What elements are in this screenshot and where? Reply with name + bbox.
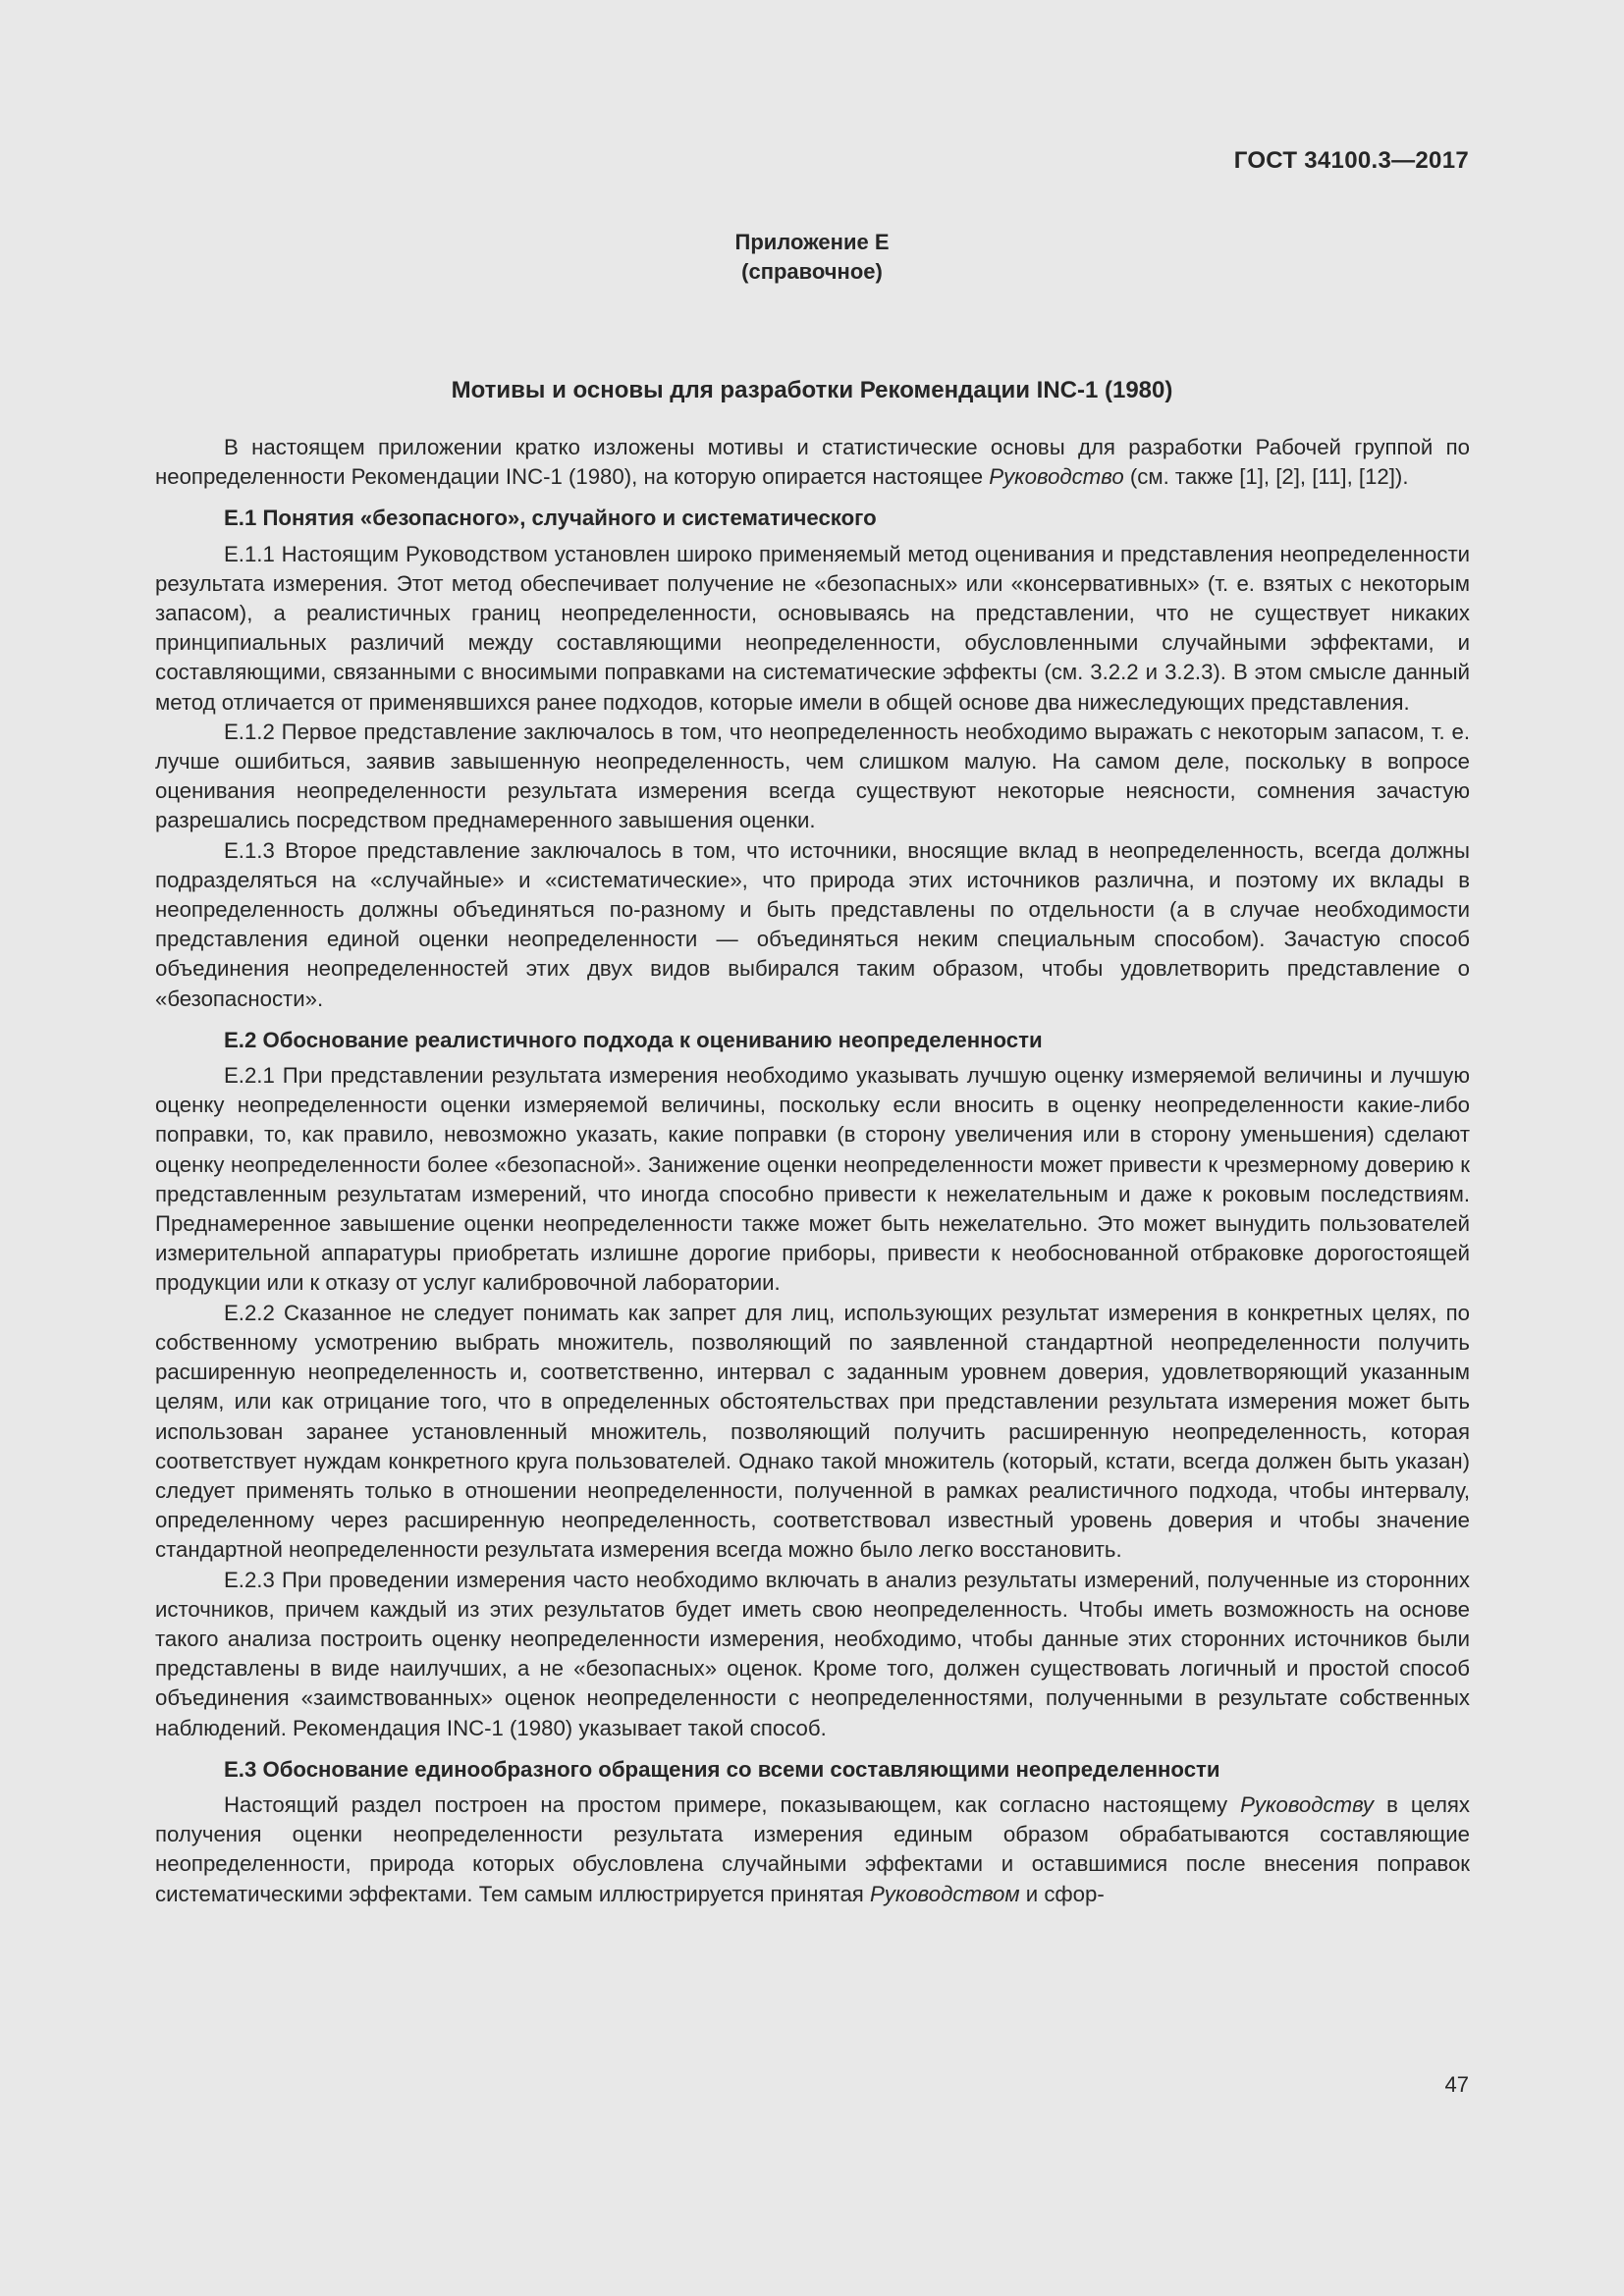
- paragraph-e1-3: Е.1.3 Второе представление заключалось в том, что источники, вносящие вклад в неопределенность, всегда должны подразделяться на «случайные» и «систематические», что природа этих источников различна, и поэтому их вклады в неопределенность должны объединяться по-разному и быть представлены по отдельности (а в случае необходимости представления единой оценки неопределенности — объединяться неким специальным способом). Зачастую способ объединения неопределенностей этих двух видов выбирался таким образом, чтобы удовлетворить представление о «безопасности».: [155, 837, 1470, 1011]
- annex-label: Приложение Е: [734, 230, 890, 254]
- annex-heading: [0, 228, 1624, 287]
- paragraph-e1-1: Е.1.1 Настоящим Руководством установлен широко применяемый метод оценивания и представления неопределенности результата измерения. Этот метод обеспечивает получение не «безопасных» или «консервативных» (т. е. взятых с некоторым запасом), а реалистичных границ неопределенности, основываясь на представлении, что не существует никаких принципиальных различий между составляющими неопределенности, обусловленными случайными эффектами, и составляющими, связанными с вносимыми поправками на систематические эффекты (см. 3.2.2 и 3.2.3). В этом смысле данный метод отличается от применявшихся ранее подходов, которые имели в общей основе два нижеследующих представления.: [155, 541, 1470, 715]
- e3-italic-2: Руководством: [869, 1881, 1020, 1906]
- paragraph-e2-1: Е.2.1 При представлении результата измерения необходимо указывать лучшую оценку измеряемой величины и лучшую оценку неопределенности оценки измеряемой величины, поскольку если вносить в оценку неопределенности какие-либо поправки, то, как правило, невозможно указать, какие поправки (в сторону увеличения или в сторону уменьшения) сделают оценку неопределенности более «безопасной». Занижение оценки неопределенности может привести к чрезмерному доверию к представленным результатам измерений, что иногда способно привести к нежелательным и даже к роковым последствиям. Преднамеренное завышение оценки неопределенности также может быть нежелательно. Это может вынудить пользователей измерительной аппаратуры приобретать излишне дорогие приборы, привести к необоснованной отбраковке дорогостоящей продукции или к отказу от услуг калибровочной лаборатории.: [155, 1063, 1470, 1296]
- section-heading-e1: Е.1 Понятия «безопасного», случайного и систематического: [224, 506, 877, 531]
- section-heading-e2: Е.2 Обоснование реалистичного подхода к оцениванию неопределенности: [224, 1027, 1043, 1052]
- intro-text-1: В настоящем приложении кратко изложены мотивы и статистические основы для разработки Рабочей группой по неопределенности Рекомендации INC-1 (1980), на которую опирается настоящее: [155, 435, 1470, 490]
- paragraph-e3-1: [155, 1790, 1470, 1909]
- e3-text-2: в целях получения оценки неопределенности результата измерения единым образом обрабатываются составляющие неопределенности, природа которых обусловлена случайными эффектами и оставшимися после внесения поправок систематическими эффектами. Тем самым иллюстрируется принятая: [155, 1791, 1471, 1906]
- paragraph-e2-2: Е.2.2 Сказанное не следует понимать как запрет для лиц, использующих результат измерения в конкретных целях, по собственному усмотрению выбрать множитель, позволяющий по заявленной стандартной неопределенности получить расширенную неопределенность и, соответственно, интервал с заданным уровнем доверия, удовлетворяющий указанным целям, или как отрицание того, что в определенных обстоятельствах при представлении результата измерения может быть использован заранее установленный множитель, позволяющий получить расширенную неопределенность, которая соответствует нуждам конкретного круга пользователей. Однако такой множитель (который, кстати, всегда должен быть указан) следует применять только в отношении неопределенности, полученной в рамках реалистичного подхода, чтобы интервалу, определенному через расширенную неопределенность, соответствовал известный уровень доверия и чтобы значение стандартной неопределенности результата измерения всегда можно было легко восстановить.: [155, 1300, 1470, 1563]
- paragraph-e2-3: Е.2.3 При проведении измерения часто необходимо включать в анализ результаты измерений, полученные из сторонних источников, причем каждый из этих результатов будет иметь свою неопределенность. Чтобы иметь возможность на основе такого анализа построить оценку неопределенности измерения, необходимо, чтобы данные этих сторонних источников были представлены в виде наилучших, а не «безопасных» оценок. Кроме того, должен существовать логичный и простой способ объединения «заимствованных» оценок неопределенности с неопределенностями, полученными в результате собственных наблюдений. Рекомендация INC-1 (1980) указывает такой способ.: [155, 1567, 1470, 1740]
- paragraph-e1-2: Е.1.2 Первое представление заключалось в том, что неопределенность необходимо выражать с некоторым запасом, т. е. лучше ошибиться, заявив завышенную неопределенность, чем слишком малую. На самом деле, поскольку в вопросе оценивания неопределенности результата измерения всегда существуют некоторые неясности, сомнения зачастую разрешались посредством преднамеренного завышения оценки.: [155, 719, 1470, 833]
- e3-text-3: и сфор-: [1019, 1881, 1105, 1906]
- e3-italic-1: Руководству: [1240, 1791, 1375, 1817]
- document-body: [155, 433, 1470, 1909]
- intro-paragraph: [155, 433, 1470, 492]
- annex-status: (справочное): [741, 259, 883, 284]
- intro-italic: Руководство: [989, 464, 1124, 490]
- section-heading-e3: Е.3 Обоснование единообразного обращения со всеми составляющими неопределенности: [224, 1756, 1220, 1782]
- annex-title: Мотивы и основы для разработки Рекомендации INC-1 (1980): [451, 377, 1173, 403]
- intro-text-2: (см. также [1], [2], [11], [12]).: [1123, 464, 1409, 490]
- page-number: 47: [1444, 2072, 1469, 2097]
- e3-text-1: Настоящий раздел построен на простом примере, показывающем, как согласно настоящему: [224, 1791, 1241, 1817]
- standard-designation: ГОСТ 34100.3—2017: [1233, 147, 1469, 174]
